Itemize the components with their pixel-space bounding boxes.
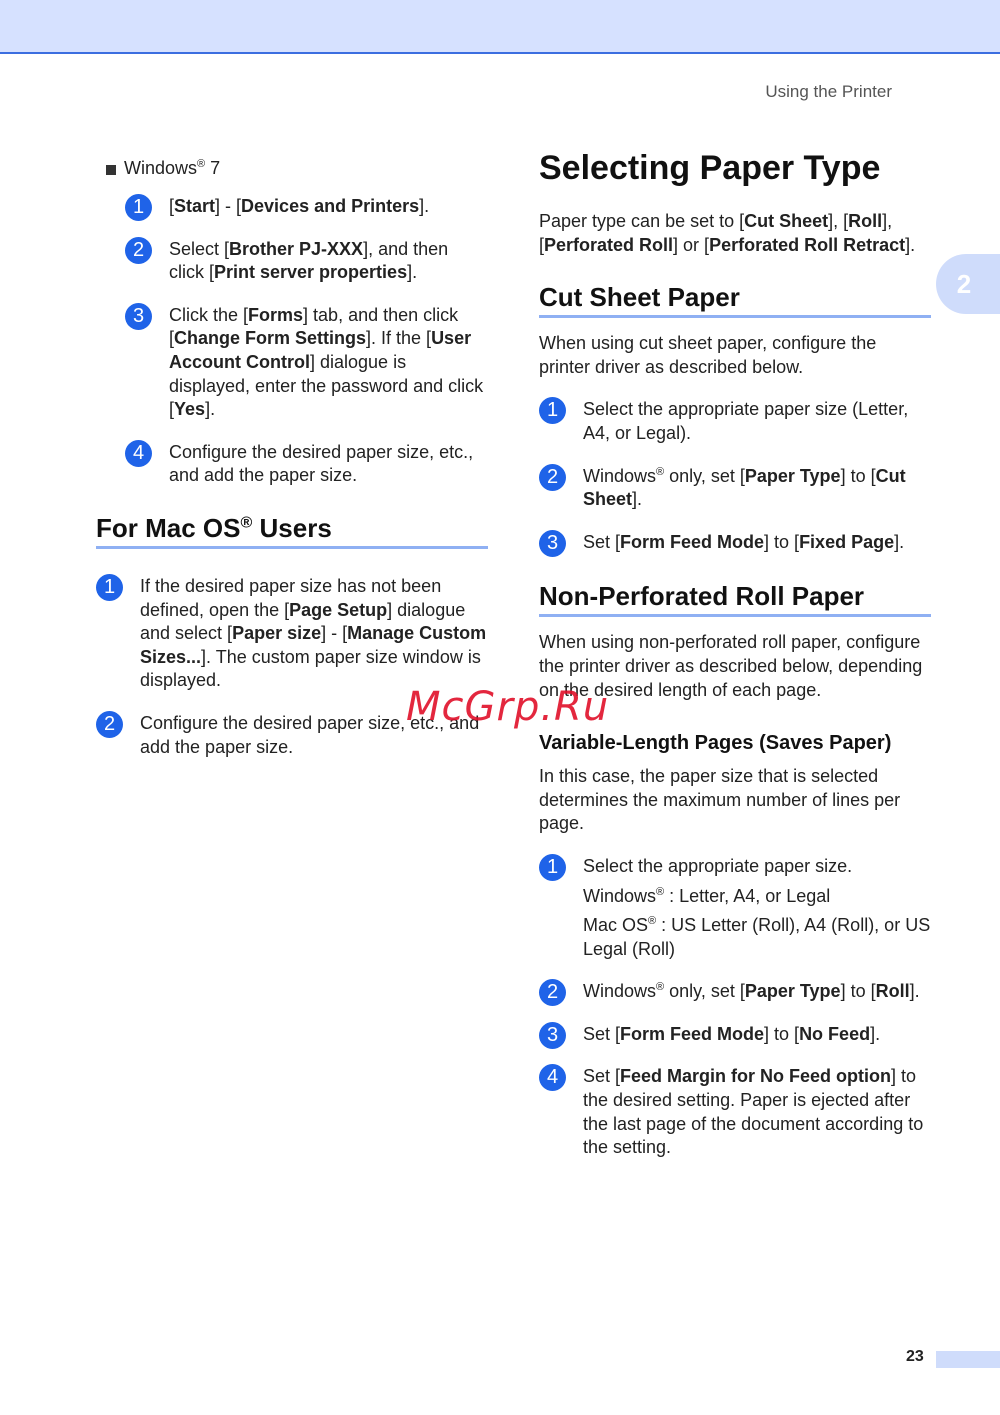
right-column xyxy=(539,146,931,1160)
left-column xyxy=(96,150,488,759)
windows-steps xyxy=(96,195,488,488)
watermark: McGrp.Ru xyxy=(406,684,610,730)
chapter-tab: 2 xyxy=(936,254,1000,314)
step-item: 3 Set [Form Feed Mode] to [No Feed]. xyxy=(539,1023,931,1047)
paper-type-intro: Paper type can be set to [Cut Sheet], [Roll], [Perforated Roll] or [Perforated Roll Retract]. xyxy=(539,211,916,255)
step-number-icon: 2 xyxy=(539,464,566,491)
step-item: 1 Select the appropriate paper size (Letter, A4, or Legal). xyxy=(539,398,931,445)
running-header: Using the Printer xyxy=(765,82,892,101)
step-number-icon: 2 xyxy=(125,237,152,264)
step-item: 3 Set [Form Feed Mode] to [Fixed Page]. xyxy=(539,531,931,555)
non-perforated-steps xyxy=(539,855,931,1160)
step-number-icon: 1 xyxy=(125,194,152,221)
step-number-icon: 3 xyxy=(539,1022,566,1049)
step-number-icon: 1 xyxy=(96,574,123,601)
step-number-icon: 2 xyxy=(96,711,123,738)
square-bullet-icon xyxy=(106,165,116,175)
cut-sheet-heading: Cut Sheet Paper xyxy=(539,281,931,318)
step-item: 4 Configure the desired paper size, etc., and add the paper size. xyxy=(96,441,488,488)
cut-sheet-steps xyxy=(539,398,931,554)
non-perforated-heading: Non-Perforated Roll Paper xyxy=(539,580,931,617)
variable-length-intro: In this case, the paper size that is selected determines the maximum number of lines per page. xyxy=(539,766,901,834)
top-band xyxy=(0,0,1000,54)
variable-length-heading: Variable-Length Pages (Saves Paper) xyxy=(539,732,892,755)
step-number-icon: 3 xyxy=(539,530,566,557)
mac-heading: For Mac OS® Users xyxy=(96,512,488,549)
page-number-bar xyxy=(936,1351,1000,1368)
step-item: 2 Windows® only, set [Paper Type] to [Roll]. xyxy=(539,980,931,1004)
windows7-bullet: Windows® 7 xyxy=(96,156,488,180)
step-number-icon: 1 xyxy=(539,397,566,424)
step-item: 2 Windows® only, set [Paper Type] to [Cut Sheet]. xyxy=(539,465,931,512)
step-item: 1 If the desired paper size has not been defined, open the [Page Setup] dialogue and select [Paper size] - [Manage Custom Sizes...]. The custom paper size window is displayed. xyxy=(96,575,488,693)
step-number-icon: 1 xyxy=(539,854,566,881)
mac-steps xyxy=(96,575,488,759)
cut-sheet-intro: When using cut sheet paper, configure the printer driver as described below. xyxy=(539,333,877,377)
non-perforated-intro: When using non-perforated roll paper, configure the printer driver as described below, depending on the desired length of each page. xyxy=(539,632,923,700)
step-item: 2 Configure the desired paper size, etc., and add the paper size. xyxy=(96,712,488,759)
page-title: Selecting Paper Type xyxy=(539,149,881,187)
step-item: 1 Select the appropriate paper size. Windows® : Letter, A4, or Legal Mac OS® : US Letter (Roll), A4 (Roll), or US Legal (Roll) xyxy=(539,855,931,961)
step-number-icon: 4 xyxy=(125,440,152,467)
step-item: 2 Select [Brother PJ-XXX], and then click [Print server properties]. xyxy=(96,238,488,285)
step-number-icon: 4 xyxy=(539,1064,566,1091)
step-number-icon: 3 xyxy=(125,303,152,330)
step-number-icon: 2 xyxy=(539,979,566,1006)
step-item: 1 [Start] - [Devices and Printers]. xyxy=(96,195,488,219)
step-item: 3 Click the [Forms] tab, and then click [Change Form Settings]. If the [User Account Control] dialogue is displayed, enter the password and click [Yes]. xyxy=(96,304,488,422)
page-number: 23 xyxy=(906,1348,924,1365)
step-item: 4 Set [Feed Margin for No Feed option] to the desired setting. Paper is ejected after the last page of the document according to the setting. xyxy=(539,1065,931,1159)
